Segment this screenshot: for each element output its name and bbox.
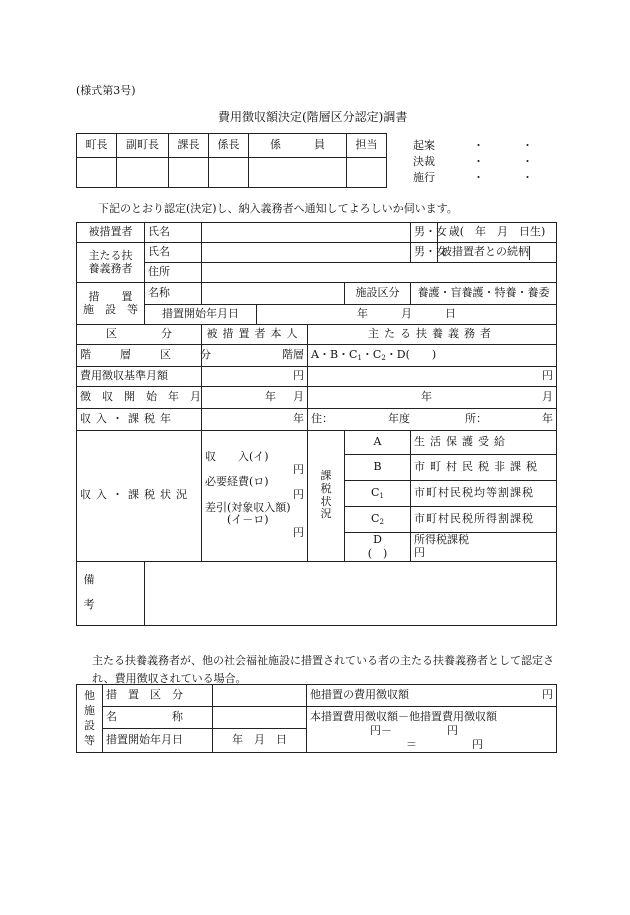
stamp-box — [347, 158, 387, 188]
stamp-box — [249, 158, 347, 188]
approval-col-staff: 係 員 — [249, 134, 347, 158]
tier-subject[interactable]: 階層 — [202, 345, 308, 367]
income-yen: 円 — [293, 462, 304, 476]
remarks-label: 備 考 — [77, 561, 145, 625]
other-start-value[interactable]: 年 月 日 — [213, 729, 307, 753]
level-d-code[interactable]: D ( ) — [345, 533, 411, 562]
level-c2-desc: 市町村民税所得割課税 — [411, 507, 557, 533]
level-d-yen: 円 — [411, 547, 557, 561]
other-calc — [307, 707, 557, 753]
subject-label: 被措置者 — [77, 223, 145, 243]
header-guardian: 主たる扶養義務者 — [308, 325, 557, 345]
guardian-sex[interactable]: 男・女 — [411, 243, 438, 263]
net-income-label: 差引(対象収入額) — [205, 500, 291, 514]
subject-name-label: 氏名 — [145, 223, 202, 243]
facility-name-label: 名称 — [145, 283, 202, 305]
facility-class-value[interactable]: 養護・盲養護・特養・養委 — [411, 283, 557, 305]
draft-label: 起案 — [413, 139, 435, 152]
other-start-label: 措置開始年月日 — [103, 729, 213, 753]
header-subject: 被措置者本人 — [202, 325, 308, 345]
other-name-label: 名 称 — [103, 707, 213, 729]
level-c1-desc: 市町村民税均等割課税 — [411, 481, 557, 507]
other-facility-label: 他 施 設 等 — [77, 685, 103, 753]
enforce-dot-1: ・ — [473, 171, 484, 184]
guardian-name-field[interactable] — [202, 243, 411, 263]
approval-col-charge: 担当 — [347, 134, 387, 158]
other-name-field[interactable] — [213, 707, 307, 729]
calc-line-3: ＝ 円 — [406, 738, 483, 751]
other-class-field[interactable] — [213, 685, 307, 707]
calc-line-1: 本措置費用徴収額－他措置費用徴収額 — [310, 710, 497, 723]
collection-start-label: 徴 収 開 始 年 月 — [77, 387, 202, 409]
draft-dot-2: ・ — [522, 139, 533, 152]
other-facility-table — [76, 684, 557, 753]
subject-sex[interactable]: 男・女 — [411, 223, 438, 243]
stamp-box — [209, 158, 249, 188]
approval-col-mayor: 町長 — [77, 134, 117, 158]
header-category: 区 分 — [77, 325, 202, 345]
approval-col-section-chief: 課長 — [169, 134, 209, 158]
placement-start-label: 措置開始年月日 — [145, 305, 257, 325]
level-b-code[interactable]: B — [345, 455, 411, 481]
income-year-label: 収入・課税年 — [77, 409, 202, 431]
intro-text: 下記のとおり認定(決定)し、納入義務者へ通知してよろしいか伺います。 — [98, 202, 458, 215]
other-class-label: 措 置 区 分 — [103, 685, 213, 707]
income-status-subject[interactable] — [202, 431, 308, 562]
guardian-address-field[interactable] — [202, 263, 557, 283]
enforce-dot-2: ・ — [522, 171, 533, 184]
subject-name-field[interactable] — [202, 223, 411, 243]
page-title: 費用徴収額決定(階層区分認定)調書 — [218, 110, 408, 124]
level-b-desc: 市町村民税非課税 — [411, 455, 557, 481]
income-status-label: 収入・課税状況 — [77, 431, 202, 562]
draft-dot-1: ・ — [473, 139, 484, 152]
approval-table — [76, 133, 387, 188]
stamp-box — [77, 158, 117, 188]
remarks-field[interactable] — [145, 561, 557, 625]
base-fee-guardian[interactable]: 円 — [308, 367, 557, 387]
other-fee[interactable]: 他措置の費用徴収額 円 — [307, 685, 557, 707]
tier-label: 階 層 区 分 — [77, 345, 202, 367]
guardian-address-label: 住所 — [145, 263, 202, 283]
note-text: 主たる扶養義務者が、他の社会福祉施設に措置されている者の主たる扶養義務者として認定され、費用徴収されている場合。 — [92, 654, 554, 685]
enforce-label: 施行 — [413, 171, 435, 184]
expense-yen: 円 — [293, 487, 304, 501]
income-label: 収 入(イ) — [205, 450, 269, 463]
tier-guardian[interactable]: A・B・C1・C2・D( ) — [308, 345, 557, 367]
placement-start-value[interactable]: 年 月 日 — [257, 305, 557, 325]
approval-col-deputy: 副町長 — [117, 134, 169, 158]
base-fee-subject[interactable]: 円 — [202, 367, 308, 387]
level-c1-code[interactable]: C1 — [345, 481, 411, 507]
level-a-desc: 生活保護受給 — [411, 431, 557, 455]
decision-dot-2: ・ — [522, 155, 533, 168]
base-fee-label: 費用徴収基準月額 — [77, 367, 202, 387]
main-table — [76, 222, 557, 626]
level-a-code[interactable]: A — [345, 431, 411, 455]
guardian-label: 主たる扶 養義務者 — [77, 243, 145, 283]
decision-label: 決裁 — [413, 155, 435, 168]
guardian-relation: 被措置者との続柄 — [438, 243, 557, 263]
collection-start-guardian[interactable]: 年 月 — [308, 387, 557, 409]
expense-label: 必要経費(ロ) — [205, 475, 269, 489]
level-d-desc: 所得税課税 — [411, 533, 557, 547]
net-income-yen: 円 — [293, 525, 304, 539]
facility-label: 措 置 施 設 等 — [77, 283, 145, 325]
decision-dot-1: ・ — [473, 155, 484, 168]
calc-line-2: 円－ 円 — [370, 724, 458, 737]
income-year-guardian[interactable]: 住： 年度 所： 年 — [308, 409, 557, 431]
guardian-name-label: 氏名 — [145, 243, 202, 263]
stamp-box — [117, 158, 169, 188]
form-number: (様式第3号) — [76, 84, 136, 97]
facility-class-label: 施設区分 — [345, 283, 411, 305]
tax-status-label: 課 税 状 況 — [308, 431, 345, 562]
income-year-subject[interactable]: 年 — [202, 409, 308, 431]
stamp-box — [169, 158, 209, 188]
facility-name-field[interactable] — [202, 283, 345, 305]
subject-age: 歳( 年 月 日生) — [438, 223, 557, 243]
level-c2-code[interactable]: C2 — [345, 507, 411, 533]
collection-start-subject[interactable]: 年 月 — [202, 387, 308, 409]
approval-col-sub-chief: 係長 — [209, 134, 249, 158]
net-income-formula: (イ－ロ) — [227, 513, 269, 527]
